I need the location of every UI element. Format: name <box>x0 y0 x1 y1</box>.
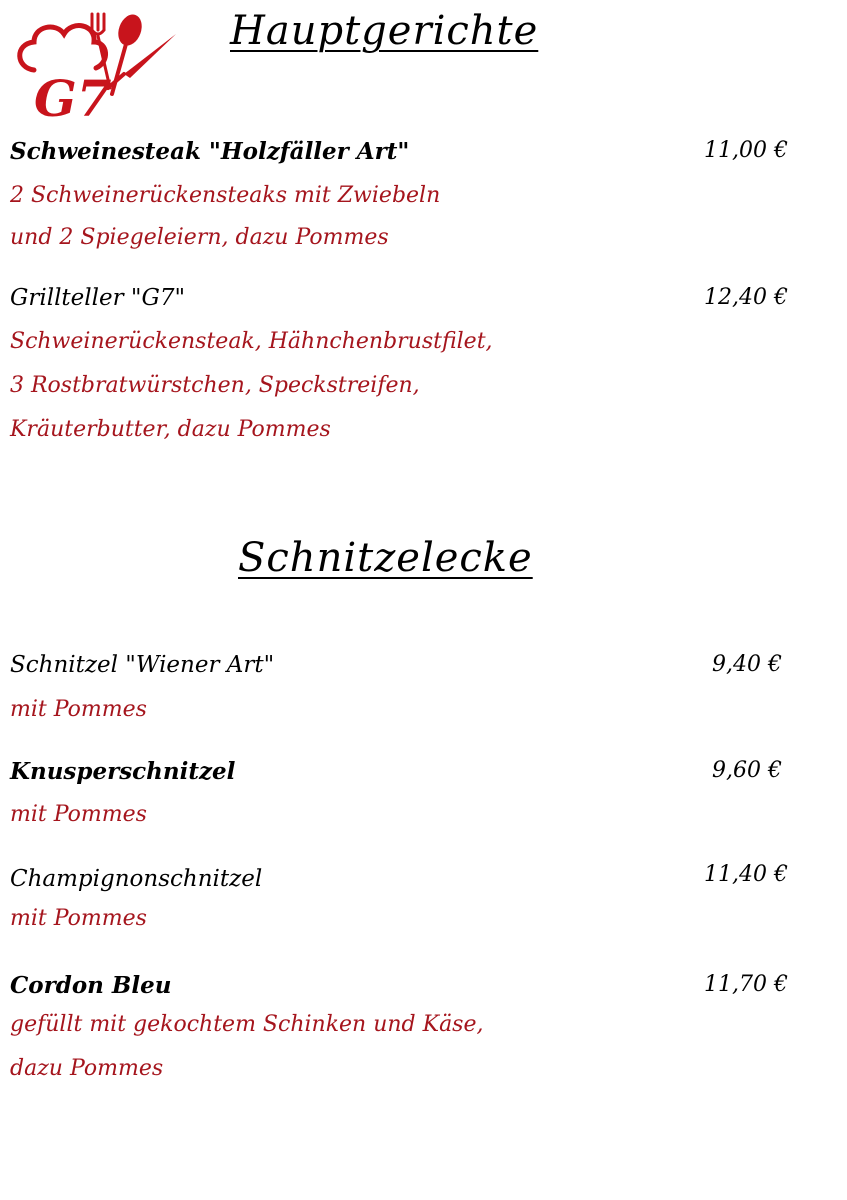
menu-item-description: mit Pommes <box>10 802 147 827</box>
menu-item-description: 3 Rostbratwürstchen, Speckstreifen, <box>10 373 420 398</box>
menu-item-name: Schweinesteak "Holzfäller Art" <box>10 138 410 165</box>
menu-item-price: 11,00 € <box>704 138 788 163</box>
section-title-schnitzelecke: Schnitzelecke <box>238 535 533 581</box>
menu-item-price: 9,60 € <box>712 758 782 783</box>
menu-item-description: gefüllt mit gekochtem Schinken und Käse, <box>10 1012 484 1037</box>
menu-item-price: 11,40 € <box>704 862 788 887</box>
menu-item-description: und 2 Spiegeleiern, dazu Pommes <box>10 225 389 250</box>
section-title-hauptgerichte: Hauptgerichte <box>230 8 539 54</box>
menu-item-price: 11,70 € <box>704 972 788 997</box>
menu-item-price: 12,40 € <box>704 285 788 310</box>
chef-hat-cutlery-icon <box>12 8 180 120</box>
menu-item-name: Cordon Bleu <box>10 972 172 999</box>
menu-item-name: Champignonschnitzel <box>10 866 263 892</box>
menu-item-description: mit Pommes <box>10 906 147 931</box>
logo-letters: G7 <box>34 69 112 120</box>
menu-item-description: 2 Schweinerückensteaks mit Zwiebeln <box>10 183 441 208</box>
menu-item-description: Schweinerückensteak, Hähnchenbrustfilet, <box>10 329 493 354</box>
g7-chef-logo <box>12 8 180 120</box>
menu-item-price: 9,40 € <box>712 652 782 677</box>
menu-item-name: Grillteller "G7" <box>10 285 186 311</box>
menu-item-name: Knusperschnitzel <box>10 758 236 785</box>
menu-item-description: Kräuterbutter, dazu Pommes <box>10 417 331 442</box>
menu-item-name: Schnitzel "Wiener Art" <box>10 652 275 678</box>
menu-item-description: mit Pommes <box>10 697 147 722</box>
menu-item-description: dazu Pommes <box>10 1056 164 1081</box>
